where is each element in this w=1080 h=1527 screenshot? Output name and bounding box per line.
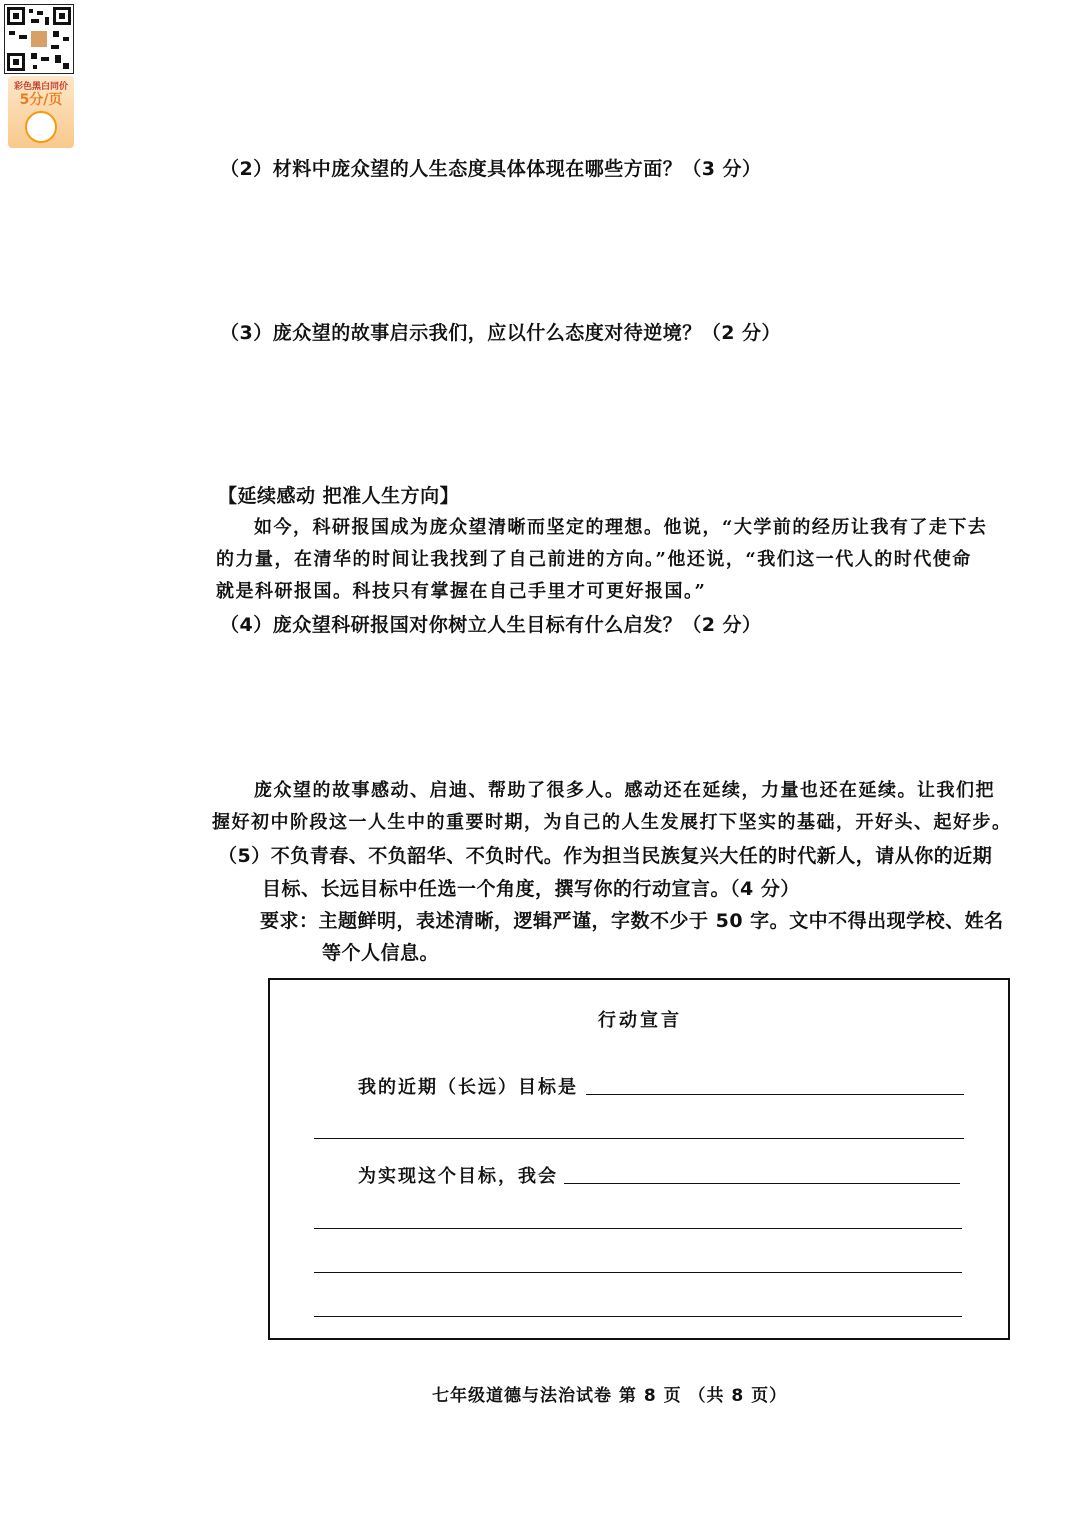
answer-line[interactable] bbox=[314, 1228, 962, 1229]
paragraph-1-line-3: 就是科研报国。科技只有掌握在自己手里才可更好报国。” bbox=[216, 581, 707, 602]
paragraph-1-line-2: 的力量，在清华的时间让我找到了自己前进的方向。”他还说，“我们这一代人的时代使命 bbox=[216, 549, 972, 570]
question-5-line-2: 目标、长远目标中任选一个角度，撰写你的行动宣言。（4 分） bbox=[262, 878, 800, 900]
paragraph-2-line-1: 庞众望的故事感动、启迪、帮助了很多人。感动还在延续，力量也还在延续。让我们把 bbox=[254, 780, 995, 801]
print-price-badge bbox=[8, 76, 74, 148]
badge-logo-icon bbox=[25, 111, 57, 143]
answer-line[interactable] bbox=[314, 1272, 962, 1273]
requirement-line-1: 要求：主题鲜明，表述清晰，逻辑严谨，字数不少于 50 字。文中不得出现学校、姓名 bbox=[260, 910, 1004, 932]
page-footer: 七年级道德与法治试卷 第 8 页 （共 8 页） bbox=[432, 1386, 788, 1406]
goal-label: 我的近期（长远）目标是 bbox=[358, 1077, 578, 1098]
answer-line[interactable] bbox=[314, 1316, 962, 1317]
declaration-title: 行动宣言 bbox=[598, 1010, 682, 1031]
badge-line1: 彩色黑白同价 bbox=[13, 82, 68, 92]
badge-line2: 5分/页 bbox=[19, 92, 63, 108]
question-2: （2）材料中庞众望的人生态度具体体现在哪些方面？（3 分） bbox=[220, 158, 762, 180]
plan-label: 为实现这个目标，我会 bbox=[358, 1166, 558, 1187]
answer-line[interactable] bbox=[314, 1138, 964, 1139]
qr-code bbox=[4, 4, 74, 74]
requirement-line-2: 等个人信息。 bbox=[322, 942, 440, 964]
section-heading: 【延续感动 把准人生方向】 bbox=[218, 485, 460, 507]
goal-answer-line[interactable] bbox=[586, 1094, 964, 1095]
question-4: （4）庞众望科研报国对你树立人生目标有什么启发？（2 分） bbox=[220, 614, 762, 636]
question-3: （3）庞众望的故事启示我们，应以什么态度对待逆境？（2 分） bbox=[220, 322, 782, 344]
paragraph-2-line-2: 握好初中阶段这一人生中的重要时期，为自己的人生发展打下坚实的基础，开好头、起好步。 bbox=[212, 812, 1012, 833]
paragraph-1-line-1: 如今，科研报国成为庞众望清晰而坚定的理想。他说，“大学前的经历让我有了走下去 bbox=[254, 517, 988, 538]
plan-answer-line[interactable] bbox=[564, 1183, 960, 1184]
declaration-box bbox=[268, 978, 1010, 1340]
question-5-line-1: （5）不负青春、不负韶华、不负时代。作为担当民族复兴大任的时代新人，请从你的近期 bbox=[218, 845, 993, 867]
